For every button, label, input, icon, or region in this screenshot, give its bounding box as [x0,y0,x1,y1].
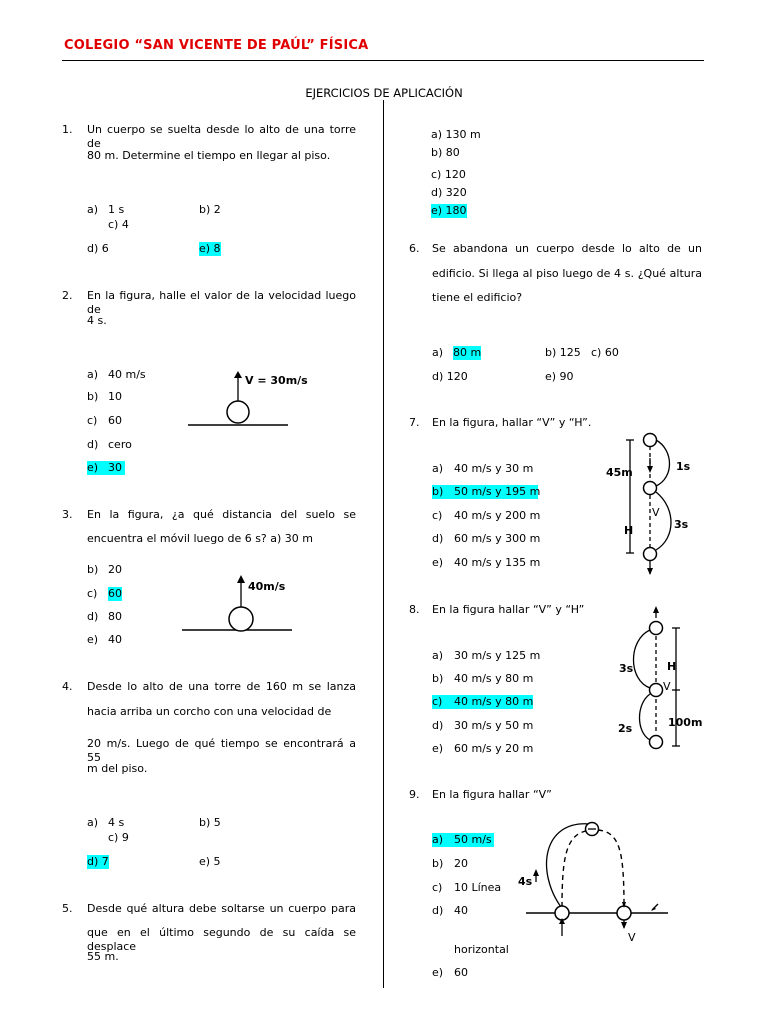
option-e: e) 5 [199,855,221,868]
label-V: V [652,506,660,519]
time-arc-1s [656,440,670,486]
trajectory-up [562,830,592,907]
option-a: a) 130 m [431,128,481,141]
option-d-continuation: horizontal [454,943,509,956]
option-a-value: 40 m/s y 30 m [454,462,534,475]
question-text: edificio. Si llega al piso luego de 4 s. ¿Qué altura [432,267,702,280]
option-e: e) [87,633,99,646]
option-a: a) [87,816,99,829]
arrow-head [234,371,242,378]
question-number: 1. [62,123,73,136]
time-arc-3s [656,492,671,550]
question-text: tiene el edificio? [432,291,523,304]
option-c-highlighted: c) 40 m/s y 80 m [432,695,534,708]
label-H: H [624,524,634,537]
option-d: d) 320 [431,186,467,199]
option-b: b) [87,390,99,403]
option-e-highlighted: e) 180 [431,204,467,217]
option-a: a) [87,203,99,216]
option-c: c) 4 [108,218,129,231]
question-number: 2. [62,289,73,302]
figure-vertical-launch [614,604,703,754]
option-b: b) [432,672,444,685]
option-d: d) 6 [87,242,109,255]
label-2s: 2s [618,722,633,735]
label-1s: 1s [676,460,691,473]
figure-projectile-parabola [512,812,670,944]
option-a: a) [432,462,444,475]
option-c: c) [87,587,98,600]
option-b: b) 125 [545,346,581,359]
question-text: Desde lo alto de una torre de 160 m se lanza [87,680,356,693]
question-text: 20 m/s. Luego de qué tiempo se encontrará a 55 [87,737,356,764]
option-a-value: 1 s [108,203,125,216]
ball [229,607,253,631]
question-text: En la figura, hallar “V” y “H”. [432,416,592,429]
option-b-value: 10 [108,390,122,403]
option-b-value: 20 [454,857,468,870]
option-d: d) [87,610,99,623]
column-divider [383,100,384,988]
question-number: 8. [409,603,420,616]
question-text: Se abandona un cuerpo desde lo alto de un [432,242,702,255]
figure-free-fall-two-stages [606,428,696,578]
question-number: 5. [62,902,73,915]
label-3s: 3s [619,662,634,675]
ball-middle [650,684,663,697]
option-e-highlighted: e) 8 [199,242,221,255]
question-text: En la figura, halle el valor de la velocidad luego de [87,289,356,316]
option-b: b) [432,857,444,870]
option-d: d) 120 [432,370,468,383]
page-title: EJERCICIOS DE APLICACIÓN [305,86,463,100]
velocity-label: V = 30m/s [245,374,308,387]
arrow-head [237,575,245,583]
option-b: b) 80 [431,146,460,159]
option-c: c) [432,509,443,522]
option-c: c) 120 [431,168,466,181]
question-text: En la figura, ¿a qué distancia del suelo se [87,508,356,521]
question-number: 3. [62,508,73,521]
question-text: m del piso. [87,762,148,775]
question-number: 9. [409,788,420,801]
time-arc-3s [634,630,651,688]
option-c-highlighted: 60 [108,587,122,600]
question-text: hacia arriba un corcho con una velocidad de [87,705,332,718]
option-d-value: 60 m/s y 300 m [454,532,541,545]
question-text: En la figura hallar “V” y “H” [432,603,585,616]
label-3s: 3s [674,518,689,531]
option-c-value: 40 m/s y 200 m [454,509,541,522]
question-text: Desde qué altura debe soltarse un cuerpo para [87,902,356,915]
option-e-highlighted: e) 30 [87,461,125,475]
label-V: V [663,680,671,693]
option-e: e) [432,742,444,755]
option-d-value: 80 [108,610,122,623]
option-d: d) [432,719,444,732]
option-c: c) 9 [108,831,129,844]
option-e: e) [432,556,444,569]
question-text: 4 s. [87,314,107,327]
option-e-value: 40 m/s y 135 m [454,556,541,569]
option-a: a) [87,368,99,381]
option-b: b) [87,563,99,576]
trajectory-down [598,830,624,907]
figure-ball-upward-velocity [180,570,294,634]
question-text: Un cuerpo se suelta desde lo alto de una torre de [87,123,356,150]
option-c: c) [87,414,98,427]
ball [227,401,249,423]
time-arc-2s [640,694,651,740]
question-number: 6. [409,242,420,255]
option-e-value: 60 m/s y 20 m [454,742,534,755]
ball-bottom [650,736,663,749]
option-e-value: 40 [108,633,122,646]
header-rule [62,60,704,61]
question-text: 80 m. Determine el tiempo en llegar al piso. [87,149,331,162]
ball-launch [555,906,569,920]
label-H: H [667,660,677,673]
velocity-label: 40m/s [248,580,286,593]
option-a: a) [432,649,444,662]
option-a-value: 30 m/s y 125 m [454,649,541,662]
label-100m: 100m [668,716,703,729]
label-45m: 45m [606,466,633,479]
option-a-highlighted: a) 50 m/s [432,833,494,847]
question-text: 55 m. [87,950,119,963]
option-a: a) [432,346,444,359]
option-d-value: 40 [454,904,468,917]
option-d: d) [432,904,444,917]
ball-middle [644,482,657,495]
option-e: e) 90 [545,370,574,383]
question-text: encuentra el móvil luego de 6 s? a) 30 m [87,532,314,545]
option-a-highlighted: 80 m [453,346,482,359]
parabola-arc [547,824,590,907]
ball-top [644,434,657,447]
ball-landing [617,906,631,920]
option-c-value: 60 [108,414,122,427]
figure-ball-upward-velocity [188,368,308,430]
option-d-value: 30 m/s y 50 m [454,719,534,732]
ball-bottom [644,548,657,561]
ball-top [650,622,663,635]
question-number: 4. [62,680,73,693]
label-4s: 4s [518,875,533,888]
page-header: COLEGIO “SAN VICENTE DE PAÚL” FÍSICA [64,38,369,53]
option-b-value: 40 m/s y 80 m [454,672,534,685]
question-text: que en el último segundo de su caída se desplace [87,926,356,953]
option-b-highlighted: b) 50 m/s y 195 m [432,485,541,498]
option-c-value: 10 Línea [454,881,502,894]
option-e-value: 60 [454,966,468,979]
option-c: c) 60 [591,346,619,359]
question-number: 7. [409,416,420,429]
option-d-value: cero [108,438,132,451]
option-d: d) [432,532,444,545]
option-c: c) [432,881,443,894]
option-d: d) [87,438,99,451]
option-b: b) 2 [199,203,221,216]
option-d-highlighted: d) 7 [87,855,109,868]
option-b-value: 20 [108,563,122,576]
option-b: b) 5 [199,816,221,829]
option-a-value: 40 m/s [108,368,146,381]
question-text: En la figura hallar “V” [432,788,552,801]
option-a-value: 4 s [108,816,125,829]
option-e: e) [432,966,444,979]
label-V: V [628,931,636,944]
